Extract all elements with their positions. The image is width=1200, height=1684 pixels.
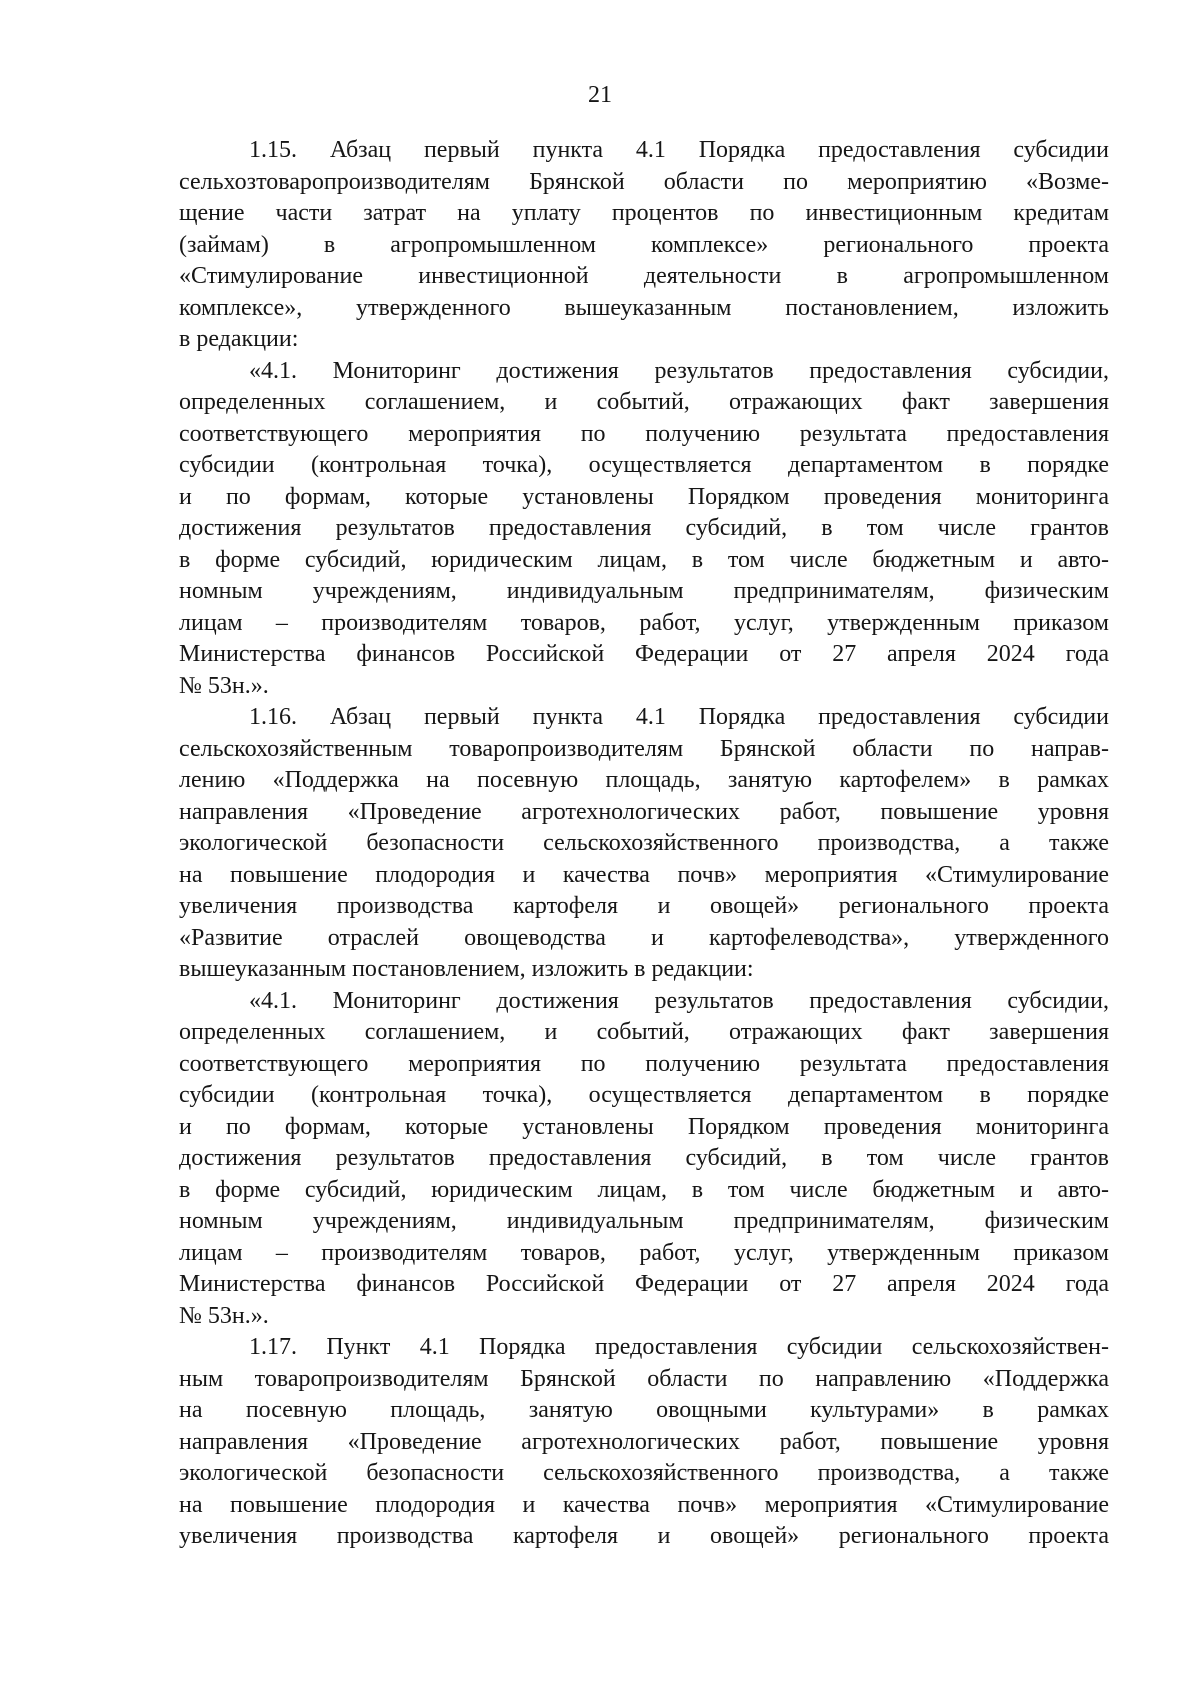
text-line: и по формам, которые установлены Порядком проведения мониторинга xyxy=(179,1113,1109,1140)
text-line: субсидии (контрольная точка), осуществляется департаментом в порядке xyxy=(179,1082,1109,1108)
text-line: увеличения производства картофеля и овощей» регионального проекта xyxy=(179,1523,1109,1549)
text-line: в редакции: xyxy=(179,326,299,352)
text-line: «4.1. Мониторинг достижения результатов предоставления субсидии, xyxy=(249,357,1109,384)
text-line: «Стимулирование инвестиционной деятельности в агропромышленном xyxy=(179,263,1109,289)
text-line: соответствующего мероприятия по получению результата предоставления xyxy=(179,420,1109,447)
text-line: в форме субсидий, юридическим лицам, в том числе бюджетным и авто- xyxy=(179,1176,1109,1203)
text-line: и по формам, которые установлены Порядком проведения мониторинга xyxy=(179,483,1109,510)
text-line: «4.1. Мониторинг достижения результатов предоставления субсидии, xyxy=(249,987,1109,1014)
text-line: вышеуказанным постановлением, изложить в редакции: xyxy=(179,956,754,982)
text-line: экологической безопасности сельскохозяйственного производства, а также xyxy=(179,1460,1109,1486)
text-line: направления «Проведение агротехнологических работ, повышение уровня xyxy=(179,798,1109,825)
text-line: сельскохозяйственным товаропроизводителям Брянской области по направ- xyxy=(179,735,1109,762)
text-line: достижения результатов предоставления субсидий, в том числе грантов xyxy=(179,515,1109,541)
text-line: достижения результатов предоставления субсидий, в том числе грантов xyxy=(179,1145,1109,1171)
text-line: экологической безопасности сельскохозяйственного производства, а также xyxy=(179,830,1109,856)
text-line: на посевную площадь, занятую овощными культурами» в рамках xyxy=(179,1397,1109,1423)
text-line: в форме субсидий, юридическим лицам, в том числе бюджетным и авто- xyxy=(179,546,1109,573)
page-number: 21 xyxy=(588,82,612,108)
text-line: Министерства финансов Российской Федерации от 27 апреля 2024 года xyxy=(179,641,1109,667)
text-line: направления «Проведение агротехнологических работ, повышение уровня xyxy=(179,1428,1109,1455)
text-line: соответствующего мероприятия по получению результата предоставления xyxy=(179,1050,1109,1077)
text-line: номным учреждениям, индивидуальным предпринимателям, физическим xyxy=(179,578,1109,604)
text-line: увеличения производства картофеля и овощей» регионального проекта xyxy=(179,893,1109,919)
text-line: лицам – производителям товаров, работ, услуг, утвержденным приказом xyxy=(179,609,1109,636)
text-line: № 53н.». xyxy=(179,672,269,699)
text-line: «Развитие отраслей овощеводства и картофелеводства», утвержденного xyxy=(179,924,1109,951)
text-line: сельхозтоваропроизводителям Брянской области по мероприятию «Возме- xyxy=(179,168,1109,195)
text-line: номным учреждениям, индивидуальным предпринимателям, физическим xyxy=(179,1208,1109,1234)
text-line: 1.16. Абзац первый пункта 4.1 Порядка предоставления субсидии xyxy=(249,704,1109,730)
text-line: на повышение плодородия и качества почв» мероприятия «Стимулирование xyxy=(179,1491,1109,1518)
text-line: определенных соглашением, и событий, отражающих факт завершения xyxy=(179,389,1109,415)
text-line: лению «Поддержка на посевную площадь, занятую картофелем» в рамках xyxy=(179,767,1109,793)
text-line: лицам – производителям товаров, работ, услуг, утвержденным приказом xyxy=(179,1239,1109,1266)
document-body xyxy=(179,135,1109,1553)
text-line: на повышение плодородия и качества почв» мероприятия «Стимулирование xyxy=(179,861,1109,888)
text-line: определенных соглашением, и событий, отражающих факт завершения xyxy=(179,1019,1109,1045)
text-line: комплексе», утвержденного вышеуказанным постановлением, изложить xyxy=(179,294,1109,321)
text-line: субсидии (контрольная точка), осуществляется департаментом в порядке xyxy=(179,452,1109,478)
text-line: ным товаропроизводителям Брянской области по направлению «Поддержка xyxy=(179,1365,1109,1392)
text-line: щение части затрат на уплату процентов по инвестиционным кредитам xyxy=(179,200,1109,226)
text-line: № 53н.». xyxy=(179,1302,269,1329)
text-line: 1.17. Пункт 4.1 Порядка предоставления субсидии сельскохозяйствен- xyxy=(249,1334,1109,1360)
text-line: (займам) в агропромышленном комплексе» регионального проекта xyxy=(179,231,1109,258)
text-line: 1.15. Абзац первый пункта 4.1 Порядка предоставления субсидии xyxy=(249,137,1109,163)
text-line: Министерства финансов Российской Федерации от 27 апреля 2024 года xyxy=(179,1271,1109,1297)
